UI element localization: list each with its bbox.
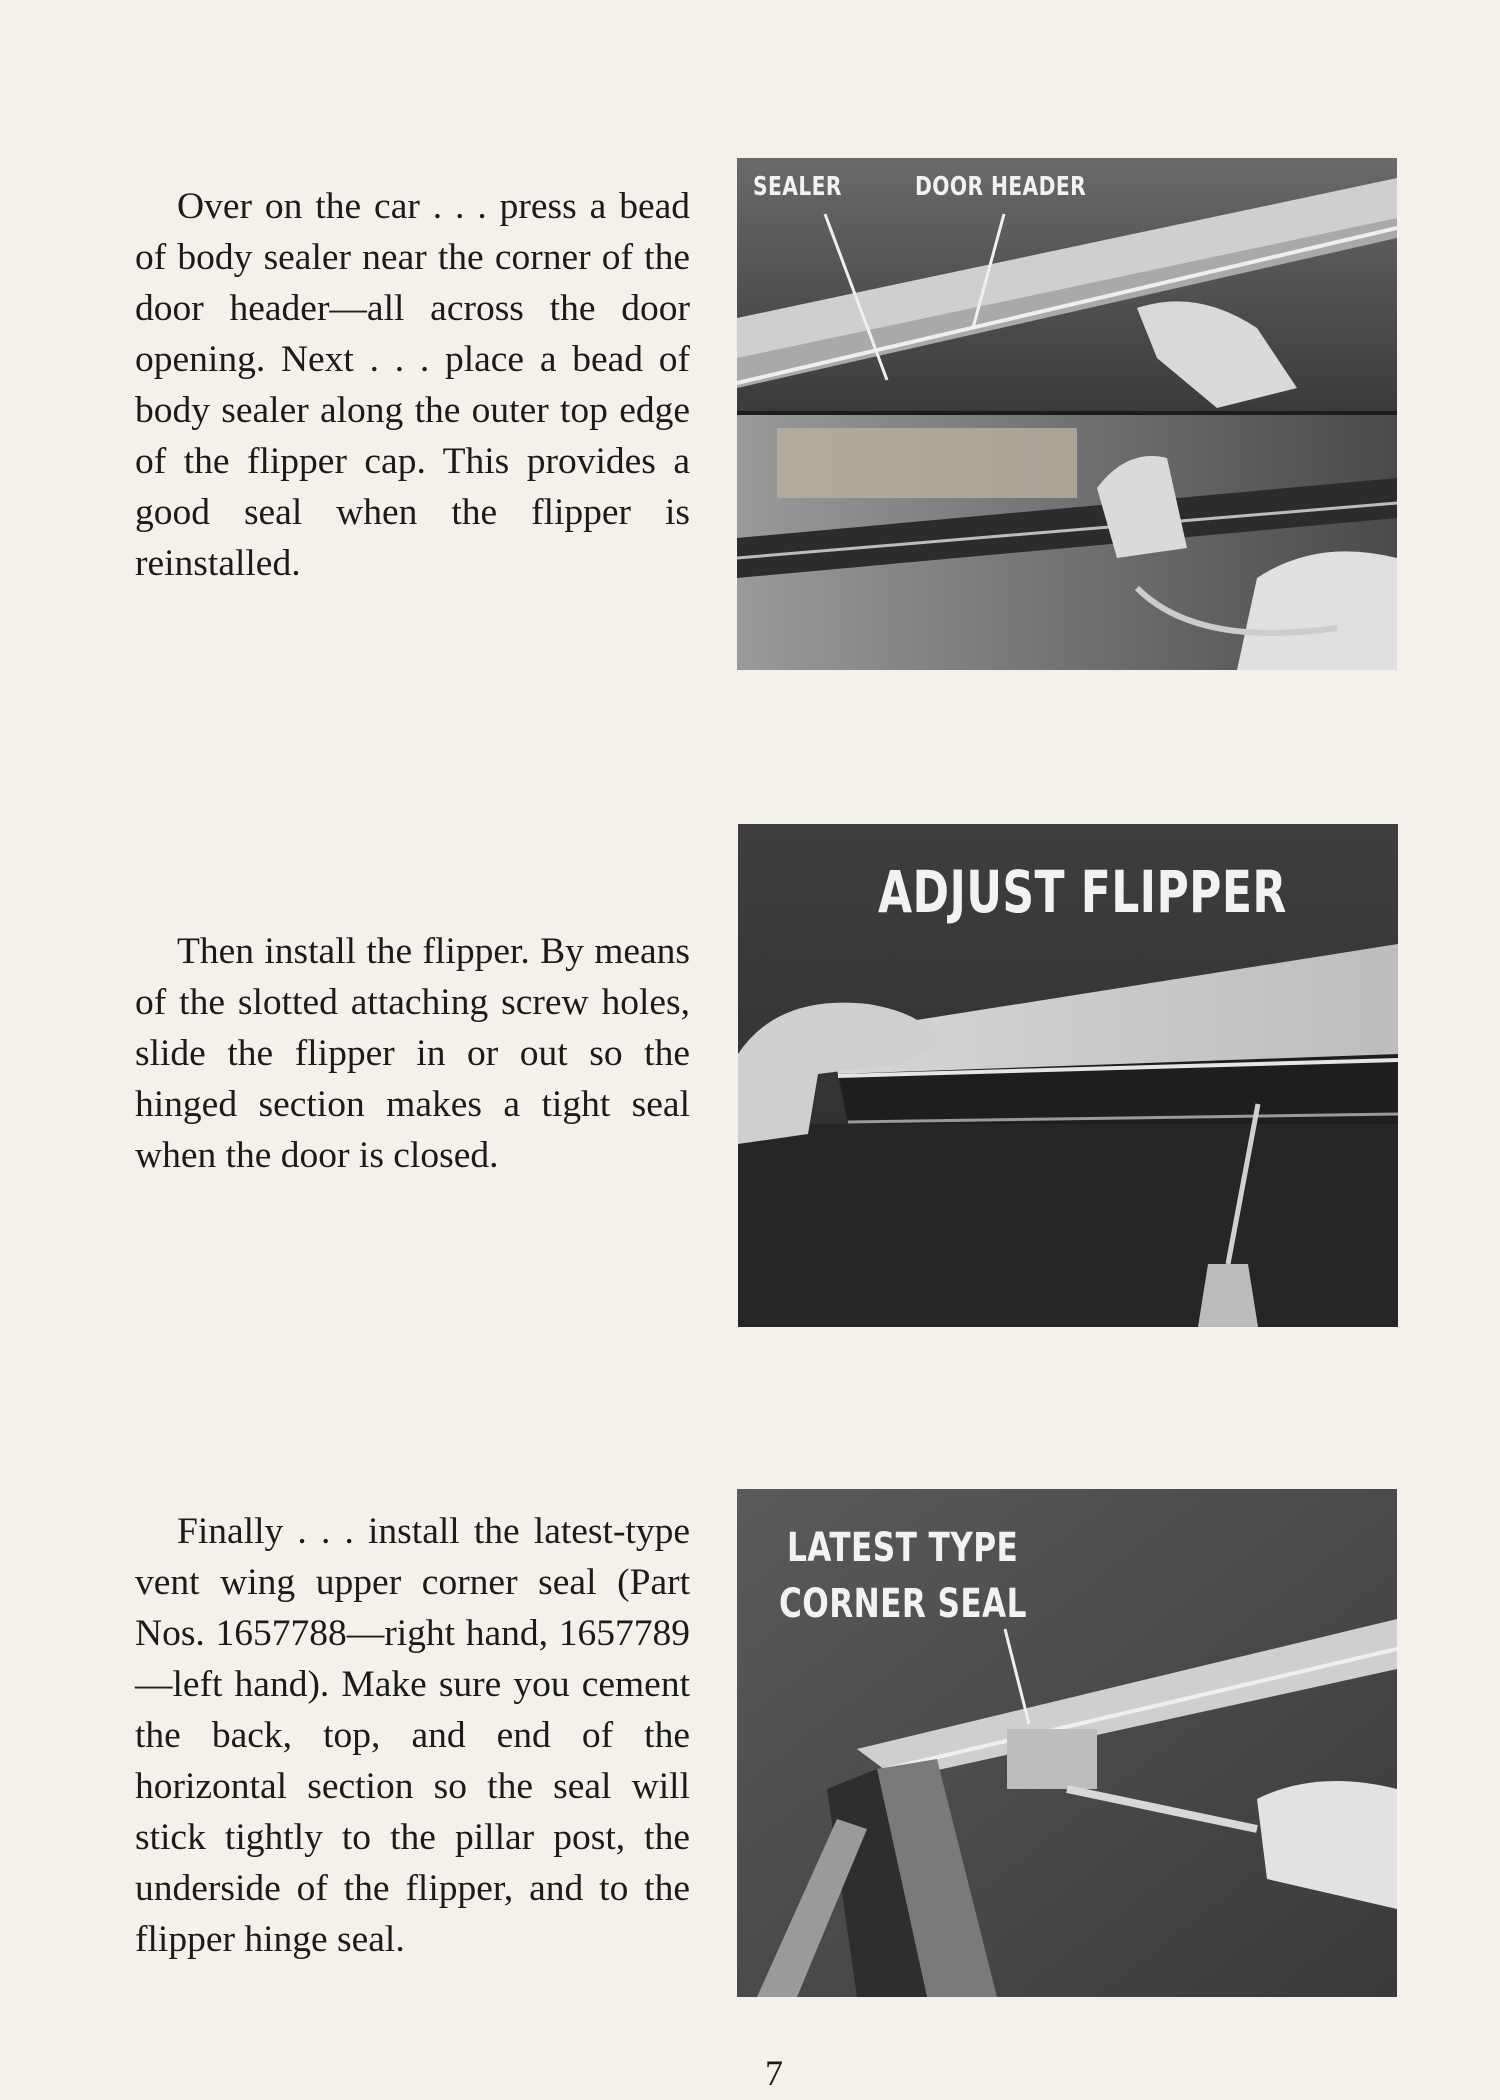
photo-label-corner-seal: CORNER SEAL	[779, 1581, 1027, 1627]
paragraph-install-flipper: Then install the flipper. By means of the slotted attaching screw holes, slide the flipper in or out so the hinged section makes a tight seal when the door is closed.	[135, 931, 690, 1176]
photo-label-adjust-flipper: ADJUST FLIPPER	[878, 858, 1287, 926]
photo-label-sealer: SEALER	[753, 172, 842, 202]
photo-sealer-illustration	[737, 158, 1397, 670]
paragraph-sealer-instructions: Over on the car . . . press a bead of body sealer near the corner of the door header—all across the door opening. Next . . . place a bead of body sealer along the outer top edge of the flipper cap. This provides a good seal when the flipper is reinstalled.	[135, 186, 690, 584]
photo-sealer-door-header	[737, 158, 1397, 670]
photo-label-latest-type: LATEST TYPE	[787, 1525, 1019, 1571]
paragraph-corner-seal: Finally . . . install the latest-type vent wing upper corner seal (Part Nos. 1657788—right hand, 1657789—left hand). Make sure you cement the back, top, and end of the horizontal section so the seal will stick tightly to the pillar post, the underside of the flipper, and to the flipper hinge seal.	[135, 1511, 690, 1960]
photo-adjust-flipper	[738, 824, 1398, 1327]
photo-label-door-header: DOOR HEADER	[915, 172, 1087, 202]
page-number: 7	[765, 2053, 783, 2093]
photo-latest-type-corner-seal	[737, 1489, 1397, 1997]
